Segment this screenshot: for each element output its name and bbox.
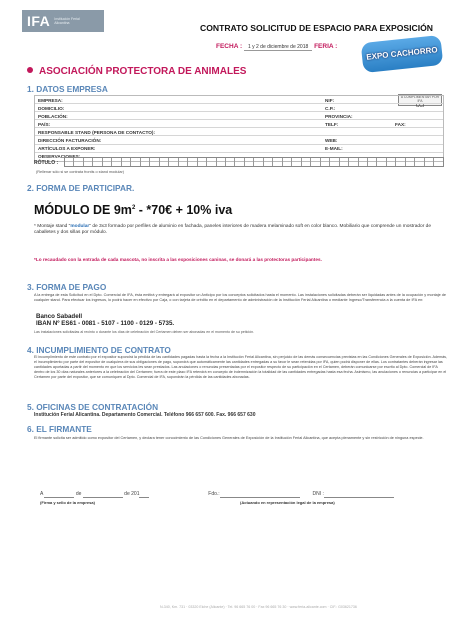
- form-row[interactable]: [35, 104, 443, 112]
- rotulo-cell[interactable]: [311, 158, 320, 166]
- field-telf: TELF:: [325, 121, 339, 127]
- rotulo-cell[interactable]: [207, 158, 216, 166]
- rotulo-cell[interactable]: [254, 158, 263, 166]
- rotulo-cell[interactable]: [245, 158, 254, 166]
- rotulo-cell[interactable]: [93, 158, 102, 166]
- rotulo-input-grid[interactable]: [64, 157, 444, 167]
- section-datos-empresa: 1. DATOS EMPRESA: [27, 84, 108, 94]
- rotulo-cell[interactable]: [292, 158, 301, 166]
- rotulo-cell[interactable]: [198, 158, 207, 166]
- rotulo-cell[interactable]: [74, 158, 83, 166]
- rotulo-cell[interactable]: [160, 158, 169, 166]
- form-row[interactable]: [35, 136, 443, 144]
- feria-label: FERIA :: [314, 43, 338, 50]
- association-name: ASOCIACIÓN PROTECTORA DE ANIMALES: [39, 66, 247, 77]
- rotulo-cell[interactable]: [321, 158, 330, 166]
- rotulo-cell[interactable]: [122, 158, 131, 166]
- month-field[interactable]: [83, 491, 123, 498]
- field-nif: NIF:: [325, 97, 335, 103]
- dni-field[interactable]: [324, 491, 394, 498]
- rotulo-cell[interactable]: [377, 158, 386, 166]
- rotulo-cell[interactable]: [359, 158, 368, 166]
- place-field[interactable]: [44, 491, 74, 498]
- rotulo-cell[interactable]: [349, 158, 358, 166]
- rotulo-cell[interactable]: [302, 158, 311, 166]
- recaudado-note: *Lo recaudado con la entrada de cada mascota, no inscrita a las exposiciones caninas, se donará a las protectoras participantes.: [34, 257, 322, 262]
- rotulo-cell[interactable]: [179, 158, 188, 166]
- rotulo-cell[interactable]: [226, 158, 235, 166]
- rotulo-note: (Rellenar sólo si se contrata frontis o stand modular): [36, 170, 125, 174]
- caption-firma: (Firma y sello de la empresa): [40, 500, 95, 505]
- sign-fdo: Fdo.:: [208, 491, 220, 497]
- rotulo-cell[interactable]: [415, 158, 424, 166]
- fecha-label: FECHA :: [216, 43, 243, 50]
- rotulo-cell[interactable]: [425, 158, 434, 166]
- pago-text: A la entrega de esta Solicitud en el Dpto. Comercial de IFA, ésta emitirá y entregará al expositor un Anticipo por los conceptos solicitados hasta el momento. Las instalaciones solicitadas deberán ser liquidadas antes de la ocupación y montaje de cualquier stand. Para efectuar los ingresos, lo podrá hacer en efectivo por Caja, o con tarjeta de crédito en el departamento de administración de la Institución Ferial Alicantina o mediante Ingreso/Transferencia a la cuenta de IFA en:: [34, 293, 446, 302]
- modulo-sup: 2: [131, 204, 136, 211]
- fdo-field[interactable]: [220, 491, 300, 498]
- field-empresa: EMPRESA:: [38, 97, 63, 103]
- date-row: [216, 43, 337, 51]
- year-field[interactable]: [139, 491, 149, 498]
- form-row[interactable]: [35, 112, 443, 120]
- modulo-text: MÓDULO DE 9m: [34, 203, 132, 217]
- rotulo-cell[interactable]: [150, 158, 159, 166]
- rotulo-cell[interactable]: [235, 158, 244, 166]
- expo-cachorro-logo: [361, 35, 444, 73]
- modulo-price-text: - *70€ + 10% iva: [135, 203, 233, 217]
- form-row[interactable]: [35, 145, 443, 153]
- desc-bold: modular: [70, 224, 90, 229]
- form-row[interactable]: [35, 128, 443, 136]
- desc-pre: * Montaje stand ": [34, 224, 71, 229]
- rotulo-cell[interactable]: [112, 158, 121, 166]
- rotulo-cell[interactable]: [340, 158, 349, 166]
- sign-de2: de 201: [122, 491, 140, 497]
- section-incumplimiento: 4. INCUMPLIMIENTO DE CONTRATO: [27, 345, 171, 355]
- section-oficinas: 5. OFICINAS DE CONTRATACIÓN: [27, 402, 159, 412]
- fecha-value: 1 y 2 de diciembre de 2018: [244, 44, 312, 51]
- rotulo-cell[interactable]: [434, 158, 442, 166]
- field-provincia: PROVINCIA:: [325, 113, 353, 119]
- field-poblacion: POBLACIÓN:: [38, 113, 68, 119]
- logo-subtitle: Institución Ferial Alicantina: [54, 17, 80, 25]
- empresa-form: [34, 95, 444, 162]
- logo-text: IFA: [27, 13, 51, 29]
- modulo-description: [34, 224, 449, 236]
- iban: IBAN Nº ES61 - 0081 - 5107 - 1100 - 0129 - 5735.: [36, 320, 175, 327]
- field-email: E-MAIL:: [325, 146, 343, 152]
- cci-value: CCI: [415, 103, 425, 109]
- ifa-logo: [22, 10, 104, 32]
- field-observaciones: OBSERVACIONES:: [38, 154, 81, 160]
- section-firmante: 6. EL FIRMANTE: [27, 424, 92, 434]
- field-articulos: ARTÍCULOS A EXPONER:: [38, 146, 96, 152]
- form-row[interactable]: [35, 120, 443, 128]
- field-web: WEB:: [325, 138, 338, 144]
- field-domicilio: DOMICILIO:: [38, 105, 65, 111]
- bullet-icon: [27, 67, 33, 73]
- rotulo-cell[interactable]: [396, 158, 405, 166]
- rotulo-cell[interactable]: [387, 158, 396, 166]
- field-responsable: RESPONSABLE STAND (PERSONA DE CONTACTO):: [38, 129, 156, 135]
- rotulo-cell[interactable]: [131, 158, 140, 166]
- field-cp: C.P.:: [325, 105, 336, 111]
- association-title: [27, 66, 246, 77]
- section-forma-pago: 3. FORMA DE PAGO: [27, 282, 107, 292]
- form-row[interactable]: [35, 96, 443, 104]
- document-title: CONTRATO SOLICITUD DE ESPACIO PARA EXPOSICIÓN: [200, 23, 434, 33]
- rotulo-cell[interactable]: [330, 158, 339, 166]
- banco-name: Banco Sabadell: [36, 313, 83, 320]
- sign-de1: de: [74, 491, 83, 497]
- modulo-price: [34, 203, 232, 217]
- sign-a: A: [40, 491, 45, 497]
- rotulo-cell[interactable]: [188, 158, 197, 166]
- expo-logo-text: EXPO CACHORRO: [365, 45, 439, 62]
- signature-row: [40, 491, 394, 498]
- rotulo-cell[interactable]: [406, 158, 415, 166]
- oficinas-text: Institución Ferial Alicantina. Departamento Comercial. Teléfono 966 657 600. Fax. 966 657 630: [34, 412, 256, 418]
- rotulo-cell[interactable]: [273, 158, 282, 166]
- rotulo-cell[interactable]: [264, 158, 273, 166]
- rotulo-label: RÓTULO :: [34, 160, 59, 166]
- section-forma-participar: 2. FORMA DE PARTICIPAR.: [27, 183, 135, 193]
- rotulo-cell[interactable]: [65, 158, 74, 166]
- desc-post: " de 3x3 formado por perfiles de aluminio en fachada, paneles interiores de madera melaminado soft en color blanco. Mobiliario que comprende un mostrador de caballetes y dos sillas por módulo.: [34, 224, 431, 236]
- incumplimiento-text: El incumplimiento de este contrato por el expositor supondrá la pérdida de las cantidades pagadas hasta la fecha a la Institución Ferial Alicantina, sin perjuicio de las demás consecuencias previstas en las Condiciones Generales de Exposición. Además, el incumplimiento por parte del expositor de cualquiera de sus obligaciones de pago, supondrá que automáticamente las cantidades entregadas a su favor le sean retenidas por IFA, quien podrá disponer de ellas. Los contratantes deberán ingresar las cantidades aportadas a partir del momento en que los servicios les sean prestados. Las anulaciones o renuncias presentadas por el expositor respecto de su participación en el Certamen, deberán comunicarse por escrito al Dpto. Comercial de IFA dentro de los 30 días naturales anteriores a la celebración del Certamen; fuera de este plazo IFA retendrá en concepto de indemnización la totalidad de las cantidades entregadas hasta esa fecha. Asimismo, las anulaciones o renuncias a participar en el Certamen por parte del expositor, que se comuniquen al Dpto. Comercial de IFA, supondrán la pérdida de las cantidades abonadas.: [34, 355, 448, 379]
- banco-info: [36, 313, 174, 327]
- field-pais: PAÍS:: [38, 121, 51, 127]
- field-direccion: DIRECCIÓN FACTURACIÓN:: [38, 138, 102, 144]
- rotulo-cell[interactable]: [169, 158, 178, 166]
- rotulo-cell[interactable]: [141, 158, 150, 166]
- rotulo-cell[interactable]: [368, 158, 377, 166]
- sign-dni: DNI :: [312, 491, 324, 497]
- cci-label: A CUMPLIMENTAR POR IFA: [400, 95, 440, 103]
- rotulo-cell[interactable]: [103, 158, 112, 166]
- rotulo-cell[interactable]: [283, 158, 292, 166]
- caption-representacion: (Actuando en representación legal de la empresa): [240, 500, 335, 505]
- rotulo-cell[interactable]: [84, 158, 93, 166]
- rotulo-cell[interactable]: [217, 158, 226, 166]
- firmante-text: El firmante solicita ser admitido como expositor del Certamen, y declara tener conocimiento de las Condiciones Generales de Exposición de la Institución Ferial Alicantina, que acepta plenamente y sin restricción de ninguna especie.: [34, 436, 424, 440]
- footer: N-340, Km. 731 · 03320 Elche (Alicante) · Tel. 96 665 76 00 · Fax 96 665 76 30 · www.feria-alicante.com · CIF.: G03621736: [160, 605, 357, 609]
- pago-note: Las instalaciones solicitadas al recinto o durante los días de celebración del Certamen deben ser abonadas en el momento de su petición.: [34, 330, 255, 334]
- field-fax: FAX:: [395, 121, 406, 127]
